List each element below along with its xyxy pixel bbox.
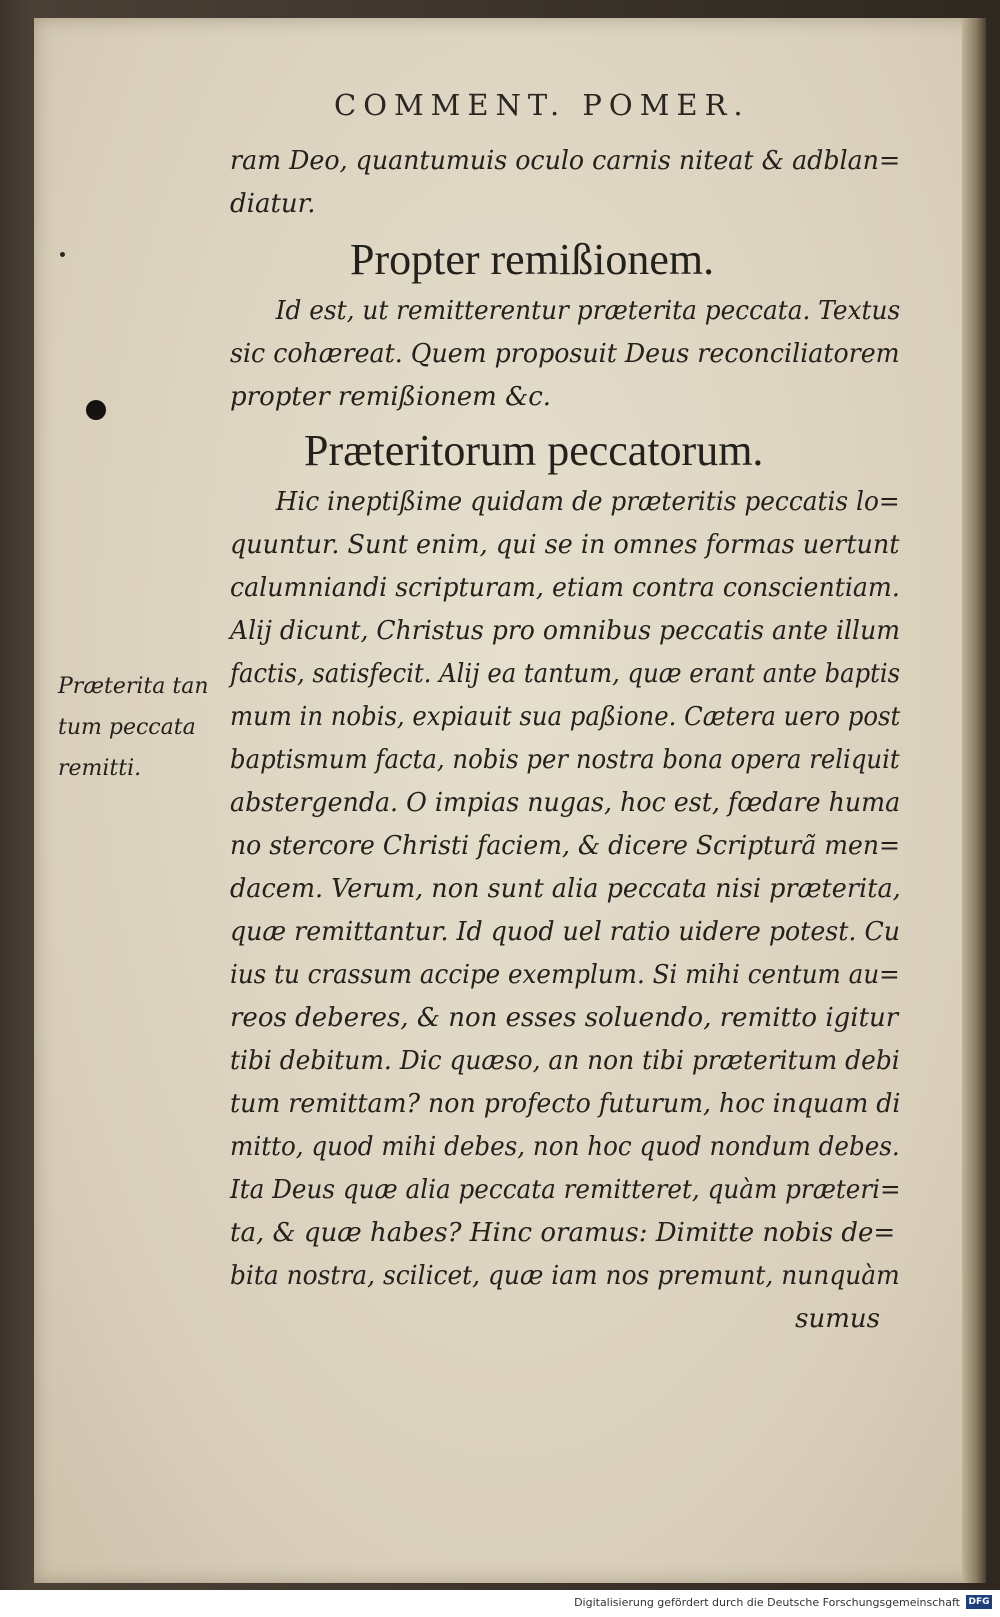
text-line: factis, satisfecit. Alij ea tantum, quæ erant ante baptis xyxy=(230,659,901,689)
text-line: Hic ineptißime quidam de præteritis peccatis lo= xyxy=(275,487,900,517)
text-line: calumniandi scripturam, etiam contra conscientiam. xyxy=(230,573,900,603)
text-line: propter remißionem &c. xyxy=(230,382,552,412)
text-line: tum remittam? non profecto futurum, hoc inquam di xyxy=(230,1089,901,1119)
section-heading: Præteritorum peccatorum. xyxy=(304,426,764,475)
section-heading: Propter remißionem. xyxy=(350,235,715,284)
text-line: Id est, ut remitterentur præterita peccata. Textus xyxy=(275,296,901,326)
text-line: no stercore Christi faciem, & dicere Scripturã men= xyxy=(230,831,900,861)
footer-bar xyxy=(0,1590,1000,1617)
margin-note-line: remitti. xyxy=(58,756,142,781)
dfg-logo: DFG xyxy=(966,1595,992,1609)
footer-credit: Digitalisierung gefördert durch die Deutsche Forschungsgemeinschaft xyxy=(574,1596,960,1609)
text-line: dacem. Verum, non sunt alia peccata nisi præterita, xyxy=(230,874,901,904)
text-line: baptismum facta, nobis per nostra bona opera reliquit xyxy=(230,745,900,775)
text-line: bita nostra, scilicet, quæ iam nos premunt, nunquàm xyxy=(230,1261,900,1291)
text-block xyxy=(230,140,900,1341)
text-line: ius tu crassum accipe exemplum. Si mihi centum au= xyxy=(230,960,900,990)
text-line: quæ remittantur. Id quod uel ratio uidere potest. Cu xyxy=(230,917,901,947)
running-head: COMMENT. POMER. xyxy=(334,88,750,122)
margin-dot xyxy=(60,252,65,257)
text-line: sic cohæreat. Quem proposuit Deus reconciliatorem xyxy=(230,339,900,369)
text-line: abstergenda. O impias nugas, hoc est, fœdare huma xyxy=(230,788,901,818)
text-line: diatur. xyxy=(230,189,316,219)
catchword: sumus xyxy=(795,1304,880,1334)
text-line: Alij dicunt, Christus pro omnibus peccatis ante illum xyxy=(230,616,901,646)
ink-blot-mark xyxy=(86,400,106,420)
page-edge xyxy=(962,18,986,1583)
text-line: reos deberes, & non esses soluendo, remitto igitur xyxy=(230,1003,899,1033)
margin-note xyxy=(58,666,228,789)
text-line: quuntur. Sunt enim, qui se in omnes formas uertunt xyxy=(230,530,900,560)
text-line: Ita Deus quæ alia peccata remitteret, quàm præteri= xyxy=(230,1175,901,1205)
margin-note-line: Præterita tan xyxy=(58,674,209,699)
text-line: ram Deo, quantumuis oculo carnis niteat & adblan= xyxy=(230,146,901,176)
margin-note-line: tum peccata xyxy=(58,715,196,740)
text-line: mitto, quod mihi debes, non hoc quod nondum debes. xyxy=(230,1132,900,1162)
text-line: tibi debitum. Dic quæso, an non tibi præteritum debi xyxy=(230,1046,900,1076)
text-line: mum in nobis, expiauit sua paßione. Cætera uero post xyxy=(230,702,901,732)
text-line: ta, & quæ habes? Hinc oramus: Dimitte nobis de= xyxy=(230,1218,896,1248)
